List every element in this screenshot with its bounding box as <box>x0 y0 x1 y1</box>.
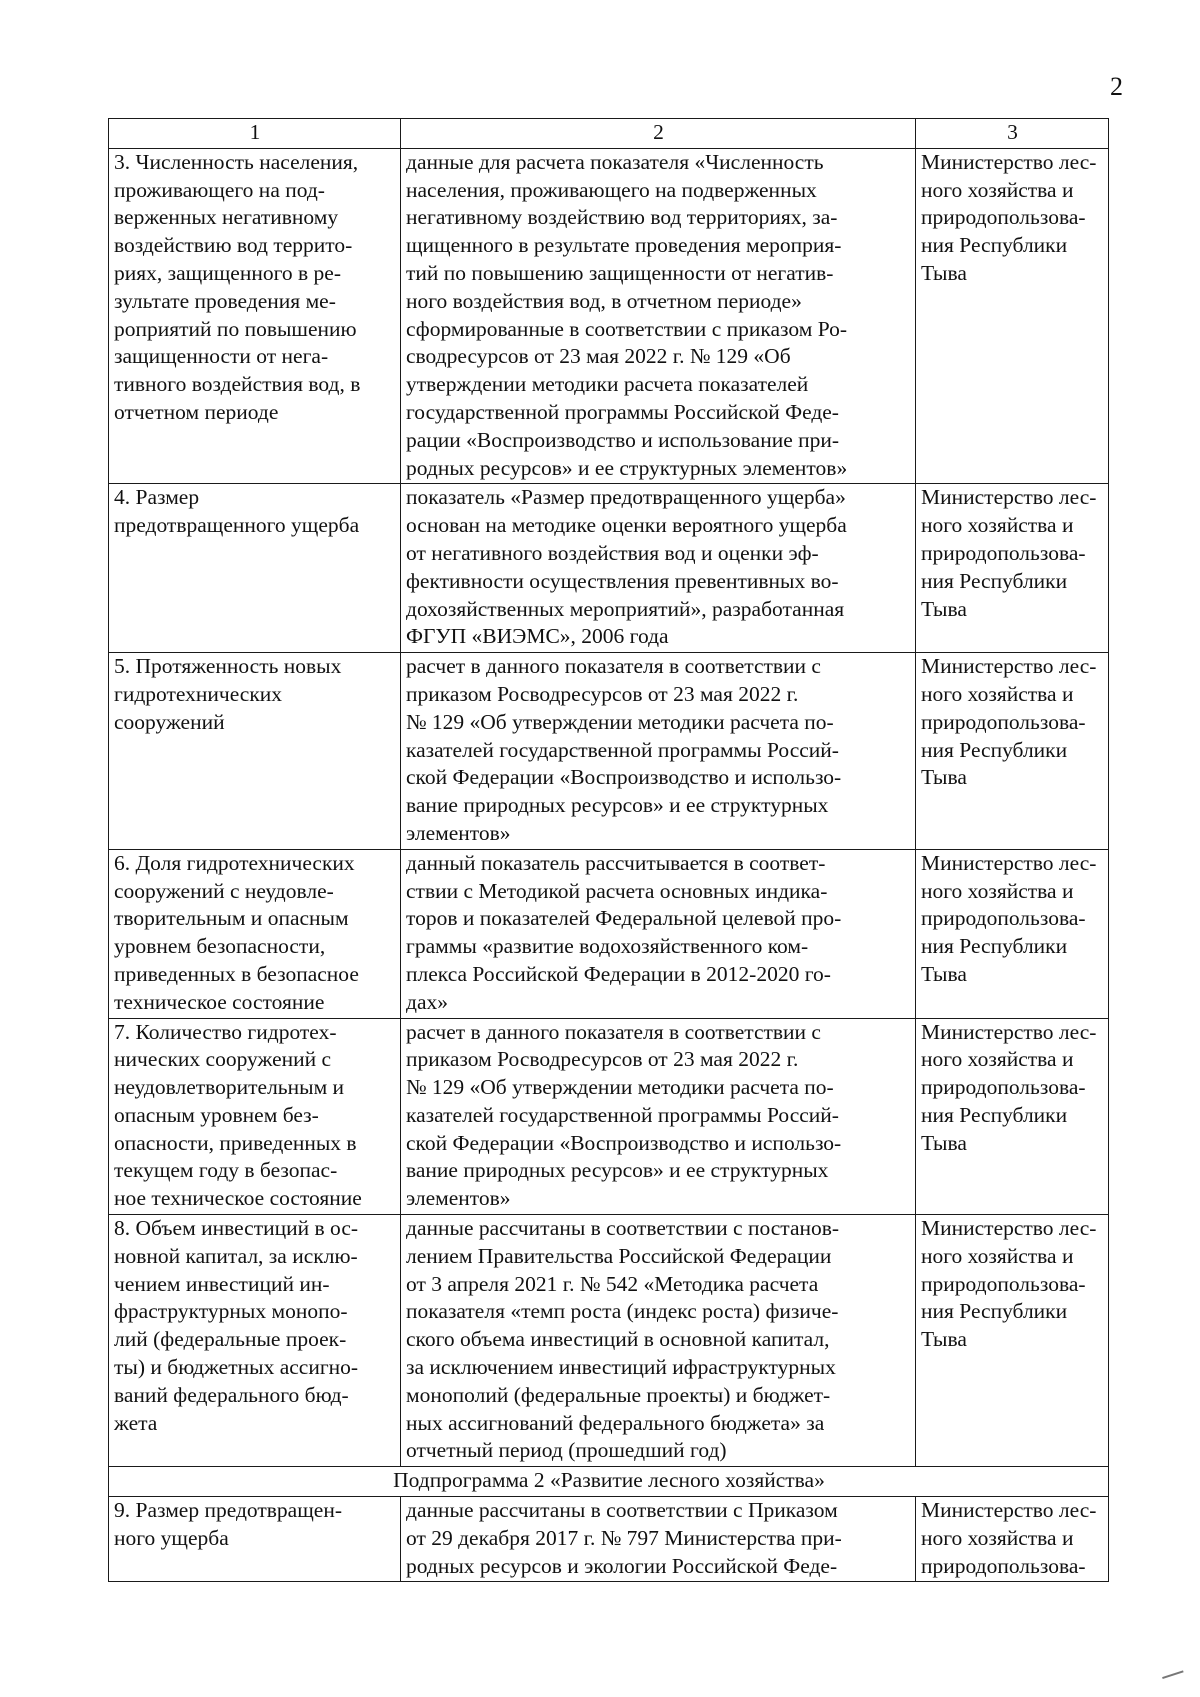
indicator-name-cell <box>109 1018 401 1215</box>
text-line: ния Республики <box>921 934 1068 959</box>
text-line: Министерство лес- <box>921 149 1097 174</box>
text-line: лий (федеральные проек- <box>114 1327 347 1352</box>
page-number: 2 <box>1110 72 1123 101</box>
text-line: роприятий по повышению <box>114 316 357 341</box>
text-line: негативному воздействию вод территориях, за- <box>406 205 838 230</box>
text-line: фраструктурных монопо- <box>114 1299 348 1324</box>
text-line: опасным уровнем без- <box>114 1102 319 1127</box>
text-line: ния Республики <box>921 1299 1068 1324</box>
text-line: природопользова- <box>921 906 1086 931</box>
text-line: природопользова- <box>921 709 1086 734</box>
text-line: щищенного в результате проведения мероприя- <box>406 233 842 258</box>
indicator-name-cell <box>109 849 401 1018</box>
text-line: ного хозяйства и <box>921 1243 1074 1268</box>
text-line: сооружений с неудовле- <box>114 878 334 903</box>
text-line: Тыва <box>921 1327 967 1352</box>
text-line: расчет в данного показателя в соответствии с <box>406 1019 821 1044</box>
text-line: техническое состояние <box>114 989 325 1014</box>
text-line: родных ресурсов и экологии Российской Феде- <box>406 1553 838 1578</box>
method-description-cell <box>401 1215 916 1467</box>
text-line: ского объема инвестиций в основной капитал, <box>406 1327 830 1352</box>
column-header-1: 1 <box>109 119 401 149</box>
text-line: творительным и опасным <box>114 906 349 931</box>
text-line: тивного воздействия вод, в <box>114 372 361 397</box>
text-line: Тыва <box>921 961 967 986</box>
text-line: сооружений <box>114 709 225 734</box>
text-line: основан на методике оценки вероятного ущерба <box>406 513 847 538</box>
text-line: новной капитал, за исклю- <box>114 1243 358 1268</box>
text-line: предотвращенного ущерба <box>114 513 360 538</box>
text-line: 6. Доля гидротехнических <box>114 850 355 875</box>
text-line: проживающего на под- <box>114 177 325 202</box>
text-line: Тыва <box>921 596 967 621</box>
text-line: природопользова- <box>921 1075 1086 1100</box>
text-line: 5. Протяженность новых <box>114 654 342 679</box>
text-line: торов и показателей Федеральной целевой про- <box>406 906 842 931</box>
text-line: нических сооружений с <box>114 1047 332 1072</box>
text-line: № 129 «Об утверждении методики расчета по- <box>406 709 834 734</box>
text-line: данные для расчета показателя «Численность <box>406 149 824 174</box>
text-line: ного воздействия вод, в отчетном периоде» <box>406 288 802 313</box>
text-line: № 129 «Об утверждении методики расчета по- <box>406 1075 834 1100</box>
section-title: Подпрограмма 2 «Развитие лесного хозяйства» <box>109 1467 1109 1497</box>
text-line: гидротехнических <box>114 681 283 706</box>
method-description-cell <box>401 484 916 653</box>
text-line: 8. Объем инвестиций в ос- <box>114 1216 359 1241</box>
text-line: ного хозяйства и <box>921 513 1074 538</box>
text-line: ской Федерации «Воспроизводство и использо- <box>406 765 842 790</box>
text-line: верженных негативному <box>114 205 339 230</box>
text-line: зультате проведения ме- <box>114 288 336 313</box>
table-body <box>109 148 1109 1466</box>
responsible-org-cell <box>916 148 1109 484</box>
table-row <box>109 1018 1109 1215</box>
section-row <box>109 1467 1109 1497</box>
method-description-cell <box>401 1497 916 1582</box>
text-line: дохозяйственных мероприятий», разработанная <box>406 596 845 621</box>
indicator-name-cell <box>109 653 401 850</box>
text-line: сформированные в соответствии с приказом Ро- <box>406 316 848 341</box>
text-line: ния Республики <box>921 1102 1068 1127</box>
responsible-org-cell <box>916 1497 1109 1582</box>
text-line: приведенных в безопасное <box>114 961 359 986</box>
scan-mark <box>1158 1659 1183 1679</box>
text-line: родных ресурсов» и ее структурных элементов» <box>406 455 848 480</box>
text-line: природопользова- <box>921 1271 1086 1296</box>
text-line: уровнем безопасности, <box>114 934 326 959</box>
text-line: вание природных ресурсов» и ее структурных <box>406 793 829 818</box>
text-line: расчет в данного показателя в соответствии с <box>406 654 821 679</box>
text-line: природопользова- <box>921 205 1086 230</box>
column-header-3: 3 <box>916 119 1109 149</box>
text-line: государственной программы Российской Феде- <box>406 399 839 424</box>
indicators-table <box>108 118 1109 1582</box>
text-line: Министерство лес- <box>921 1216 1097 1241</box>
text-line: тий по повышению защищенности от негатив- <box>406 260 834 285</box>
text-line: текущем году в безопас- <box>114 1158 338 1183</box>
responsible-org-cell <box>916 1018 1109 1215</box>
text-line: ного хозяйства и <box>921 1047 1074 1072</box>
method-description-cell <box>401 849 916 1018</box>
text-line: Министерство лес- <box>921 1498 1097 1523</box>
text-line: ного хозяйства и <box>921 878 1074 903</box>
indicator-name-cell <box>109 148 401 484</box>
text-line: ния Республики <box>921 233 1068 258</box>
text-line: приказом Росводресурсов от 23 мая 2022 г. <box>406 1047 799 1072</box>
responsible-org-cell <box>916 1215 1109 1467</box>
text-line: Министерство лес- <box>921 485 1097 510</box>
text-line: природопользова- <box>921 1553 1086 1578</box>
text-line: приказом Росводресурсов от 23 мая 2022 г. <box>406 681 799 706</box>
text-line: плекса Российской Федерации в 2012-2020 го- <box>406 961 831 986</box>
text-line: показатель «Размер предотвращенного ущерба» <box>406 485 846 510</box>
table-row-last <box>109 1497 1109 1582</box>
text-line: ное техническое состояние <box>114 1186 362 1211</box>
text-line: ния Республики <box>921 568 1068 593</box>
text-line: Министерство лес- <box>921 654 1097 679</box>
indicator-name-cell <box>109 1497 401 1582</box>
text-line: от негативного воздействия вод и оценки эф- <box>406 540 819 565</box>
text-line: казателей государственной программы Россий- <box>406 1102 839 1127</box>
text-line: ния Республики <box>921 737 1068 762</box>
text-line: граммы «развитие водохозяйственного ком- <box>406 934 809 959</box>
text-line: дах» <box>406 989 448 1014</box>
responsible-org-cell <box>916 849 1109 1018</box>
text-line: лением Правительства Российской Федерации <box>406 1243 832 1268</box>
method-description-cell <box>401 653 916 850</box>
text-line: Тыва <box>921 260 967 285</box>
text-line: отчетном периоде <box>114 399 279 424</box>
text-line: природопользова- <box>921 540 1086 565</box>
indicator-name-cell <box>109 484 401 653</box>
text-line: ваний федерального бюд- <box>114 1382 349 1407</box>
text-line: монополий (федеральные проекты) и бюджет- <box>406 1382 831 1407</box>
text-line: ты) и бюджетных ассигно- <box>114 1355 359 1380</box>
text-line: ного ущерба <box>114 1525 229 1550</box>
table-header-row <box>109 119 1109 149</box>
text-line: ствии с Методикой расчета основных индика- <box>406 878 828 903</box>
method-description-cell <box>401 1018 916 1215</box>
text-line: показателя «темп роста (индекс роста) физиче- <box>406 1299 839 1324</box>
text-line: отчетный период (прошедший год) <box>406 1438 727 1463</box>
table-row <box>109 484 1109 653</box>
text-line: сводресурсов от 23 мая 2022 г. № 129 «Об <box>406 344 791 369</box>
text-line: казателей государственной программы Россий- <box>406 737 839 762</box>
text-line: данный показатель рассчитывается в соответ- <box>406 850 826 875</box>
text-line: за исключением инвестиций ифраструктурных <box>406 1355 836 1380</box>
text-line: 4. Размер <box>114 485 200 510</box>
text-line: Тыва <box>921 765 967 790</box>
text-line: ФГУП «ВИЭМС», 2006 года <box>406 624 669 649</box>
text-line: чением инвестиций ин- <box>114 1271 330 1296</box>
text-line: риях, защищенного в ре- <box>114 260 341 285</box>
text-line: опасности, приведенных в <box>114 1130 357 1155</box>
text-line: данные рассчитаны в соответствии с Приказом <box>406 1498 838 1523</box>
text-line: Министерство лес- <box>921 850 1097 875</box>
text-line: элементов» <box>406 1186 511 1211</box>
text-line: неудовлетворительным и <box>114 1075 345 1100</box>
text-line: Министерство лес- <box>921 1019 1097 1044</box>
table-row <box>109 849 1109 1018</box>
text-line: вание природных ресурсов» и ее структурных <box>406 1158 829 1183</box>
text-line: населения, проживающего на подверженных <box>406 177 817 202</box>
text-line: от 29 декабря 2017 г. № 797 Министерства при- <box>406 1525 842 1550</box>
text-line: ного хозяйства и <box>921 681 1074 706</box>
text-line: ного хозяйства и <box>921 1525 1074 1550</box>
column-header-2: 2 <box>401 119 916 149</box>
text-line: 7. Количество гидротех- <box>114 1019 337 1044</box>
text-line: жета <box>114 1410 158 1435</box>
text-line: фективности осуществления превентивных во- <box>406 568 839 593</box>
responsible-org-cell <box>916 653 1109 850</box>
text-line: утверждении методики расчета показателей <box>406 372 809 397</box>
text-line: ного хозяйства и <box>921 177 1074 202</box>
text-line: Тыва <box>921 1130 967 1155</box>
text-line: ных ассигнований федерального бюджета» за <box>406 1410 825 1435</box>
text-line: ской Федерации «Воспроизводство и использо- <box>406 1130 842 1155</box>
text-line: рации «Воспроизводство и использование при- <box>406 427 840 452</box>
method-description-cell <box>401 148 916 484</box>
text-line: защищенности от нега- <box>114 344 329 369</box>
indicator-name-cell <box>109 1215 401 1467</box>
table-row <box>109 653 1109 850</box>
responsible-org-cell <box>916 484 1109 653</box>
text-line: элементов» <box>406 820 511 845</box>
text-line: воздействию вод террито- <box>114 233 353 258</box>
text-line: 9. Размер предотвращен- <box>114 1498 342 1523</box>
text-line: данные рассчитаны в соответствии с постанов- <box>406 1216 840 1241</box>
text-line: от 3 апреля 2021 г. № 542 «Методика расчета <box>406 1271 819 1296</box>
table-row <box>109 1215 1109 1467</box>
table-row <box>109 148 1109 484</box>
text-line: 3. Численность населения, <box>114 149 359 174</box>
